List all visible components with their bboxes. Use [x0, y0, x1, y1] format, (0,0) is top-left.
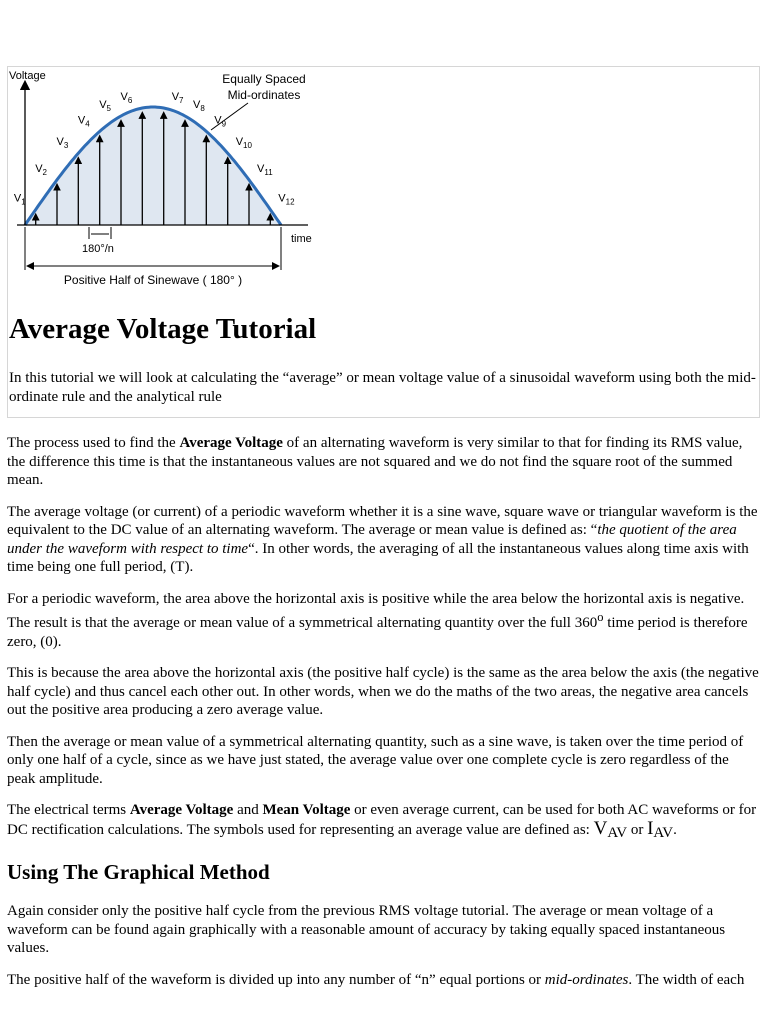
ordinate-label-v12: $V_{12}$: [278, 192, 295, 207]
ordinate-label-v7: $V_7$: [171, 91, 184, 105]
page-title: Average Voltage Tutorial: [9, 313, 317, 345]
definition-quote: the quotient of the area under the waveform with respect to time: [7, 522, 737, 557]
text-run: and: [233, 802, 263, 818]
callout-label-line1: Equally Spaced: [222, 72, 306, 86]
callout-label-line2: Mid-ordinates: [227, 88, 301, 102]
symbol-letter: I: [647, 817, 654, 839]
ordinate-label-v4: $V_4$: [77, 114, 90, 129]
paragraph-process: [7, 434, 759, 490]
term-average-voltage: Average Voltage: [179, 435, 283, 451]
ordinate-label-v3: $V_3$: [56, 136, 69, 151]
span-arrowhead-left: [26, 262, 34, 270]
paragraph-half-cycle: Then the average or mean value of a symmetrical alternating quantity, such as a sine wave, is taken over the time period of only one half of a cycle, since as we have just stated, the average value over one complete cycle is zero regardless of the peak amplitude.: [7, 733, 744, 787]
paragraph-mid-ordinates: [7, 971, 759, 990]
y-axis-label: Voltage: [9, 70, 46, 82]
intro-text: In this tutorial we will look at calculating the “average” or mean voltage value of a sinusoidal waveform using both the mid-ordinate rule and the analytical rule: [9, 370, 756, 405]
symbol-subscript: AV: [607, 824, 628, 841]
ordinate-label-v6: $V_6$: [120, 91, 133, 105]
text-run: The process used to find the: [7, 435, 180, 451]
tutorial-header-card: [7, 66, 760, 418]
ordinate-label-v2: $V_2$: [35, 162, 47, 177]
term-mean-voltage: Mean Voltage: [262, 802, 351, 818]
sinewave-mid-ordinate-figure: [8, 67, 328, 293]
section-heading-graphical: Using The Graphical Method: [7, 860, 270, 884]
term-average-voltage: Average Voltage: [129, 802, 234, 818]
paragraph-cancel: This is because the area above the horizontal axis (the positive half cycle) is the same as the area below the axis (the negative half cycle) and thus cancel each other out. In other words, when we do the maths of the two areas, the negative area cancels out the positive area producing a zero average value.: [7, 665, 759, 718]
symbol-letter: V: [593, 817, 608, 839]
text-run: “. In other words, the averaging of all the instantaneous values along time axis with time being one full period, (T).: [7, 540, 749, 575]
x-axis-label: time: [291, 233, 312, 245]
text-run: .: [673, 821, 677, 838]
ordinate-label-v11: $V_{11}$: [257, 162, 273, 177]
ordinate-label-v9: $V_9$: [214, 114, 227, 129]
text-run: of an alternating waveform is very similar to that for finding its RMS value, the difference this time is that the instantaneous values are not squared and we do not find the square root of the summed mean.: [7, 435, 743, 488]
ordinate-label-v10: $V_{10}$: [235, 136, 252, 151]
text-run: . The width of each: [628, 971, 745, 988]
ordinate-label-v5: $V_5$: [99, 99, 111, 113]
text-run: time period is therefore zero, (0).: [7, 615, 748, 650]
paragraph-definition: [7, 503, 759, 577]
degree-superscript: o: [597, 610, 604, 624]
symbol-v-av: [594, 818, 627, 839]
paragraph-terms: [7, 801, 759, 842]
span-arrowhead-right: [272, 262, 280, 270]
text-run: or even average current, can be used for both AC waveforms or for DC rectification calculations. The symbols used for representing an average value are defined as:: [7, 802, 757, 838]
text-run: The positive half of the waveform is divided up into any number of “n” equal portions or: [7, 971, 545, 988]
spacing-label: 180°/n: [82, 243, 114, 255]
ordinate-label-v8: $V_8$: [193, 99, 205, 113]
ordinate-label-v1: $V_1$: [13, 192, 26, 207]
top-toolbar: [0, 0, 768, 60]
text-run: For a periodic waveform, the area above the horizontal axis is positive while the area below the horizontal axis is negative. The result is that the average or mean value of a symmetrical alternating quantity over the full 360: [7, 590, 745, 631]
half-wave-area: [25, 107, 281, 225]
symbol-i-av: [647, 818, 673, 839]
article-body: [7, 434, 759, 1002]
symbol-subscript: AV: [653, 824, 674, 841]
text-run: The average voltage (or current) of a periodic waveform whether it is a sine wave, square wave or triangular waveform is the equivalent to the DC value of an alternating waveform. The average or mean value is defined as: “: [7, 503, 758, 538]
text-run: The electrical terms: [7, 802, 130, 818]
term-mid-ordinates: mid-ordinates: [544, 971, 629, 988]
span-label: Positive Half of Sinewave ( 180° ): [63, 273, 243, 287]
text-run: or: [627, 821, 648, 838]
paragraph-graphical: Again consider only the positive half cycle from the previous RMS voltage tutorial. The average or mean voltage of a waveform can be found again graphically with a reasonable amount of accuracy by taking equally spaced instantaneous values.: [7, 903, 726, 956]
paragraph-periodic: [7, 590, 759, 652]
